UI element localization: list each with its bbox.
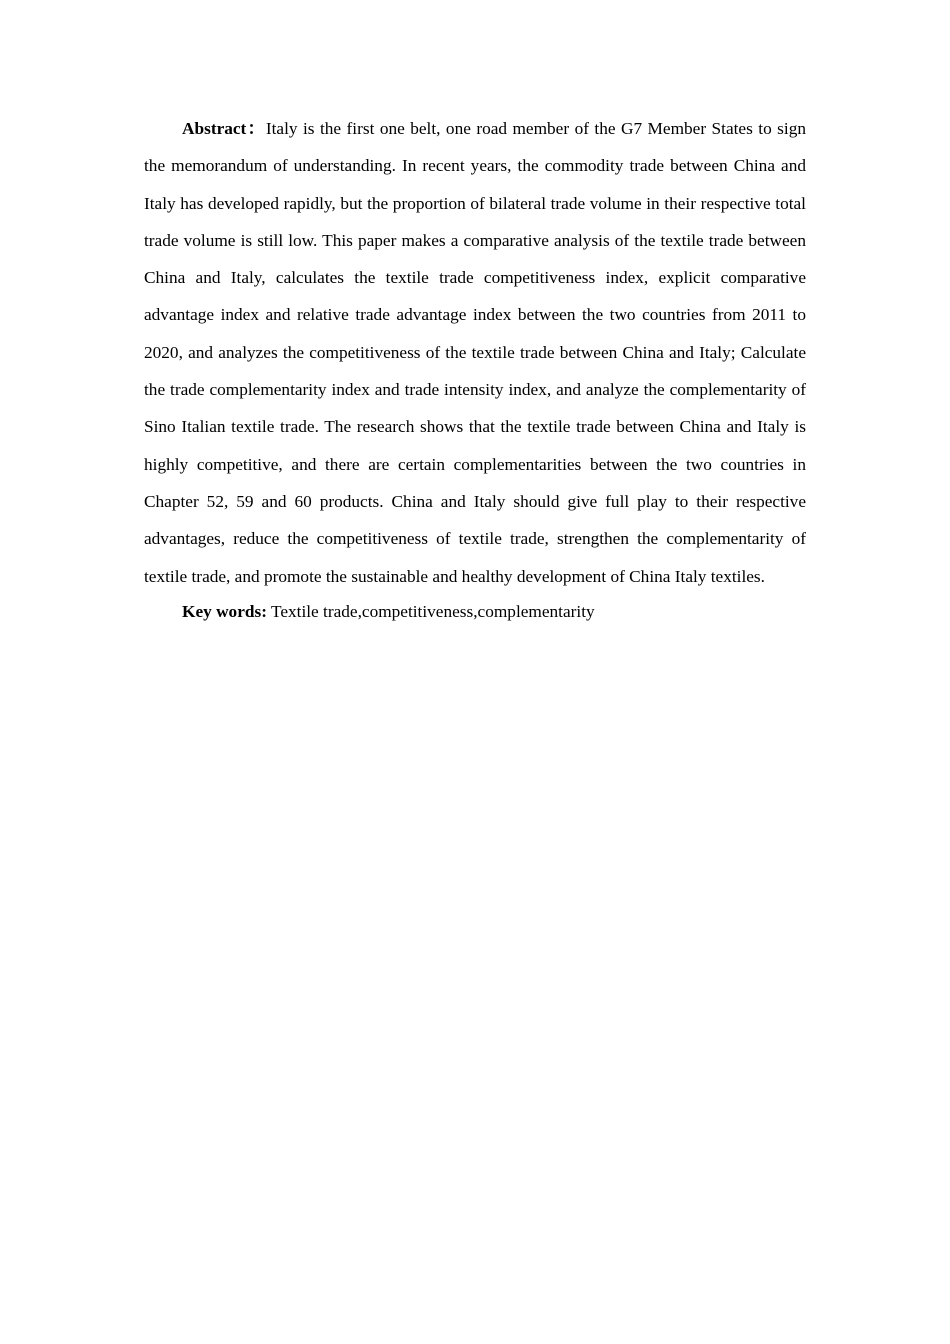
abstract-label: Abstract	[182, 119, 247, 138]
abstract-text: Italy is the first one belt, one road member of the G7 Member States to sign the memorandum of understanding. In recent years, the commodity trade between China and Italy has developed rapidly, but the proportion of bilateral trade volume in their respective total trade volume is still low. This paper makes a comparative analysis of the textile trade between China and Italy, calculates the textile trade competitiveness index, explicit comparative advantage index and relative trade advantage index between the two countries from 2011 to 2020, and analyzes the competitiveness of the textile trade between China and Italy; Calculate the trade complementarity index and trade intensity index, and analyze the complementarity of Sino Italian textile trade. The research shows that the textile trade between China and Italy is highly competitive, and there are certain complementarities between the two countries in Chapter 52, 59 and 60 products. China and Italy should give full play to their respective advantages, reduce the competitiveness of textile trade, strengthen the complementarity of textile trade, and promote the sustainable and healthy development of China Italy textiles.	[144, 119, 806, 586]
keywords-paragraph	[144, 597, 806, 627]
abstract-separator: ：	[246, 119, 266, 138]
keywords-text: Textile trade,competitiveness,complementarity	[270, 601, 595, 621]
abstract-paragraph	[144, 110, 806, 595]
abstract-section	[144, 110, 806, 627]
keywords-label: Key words:	[182, 601, 267, 621]
